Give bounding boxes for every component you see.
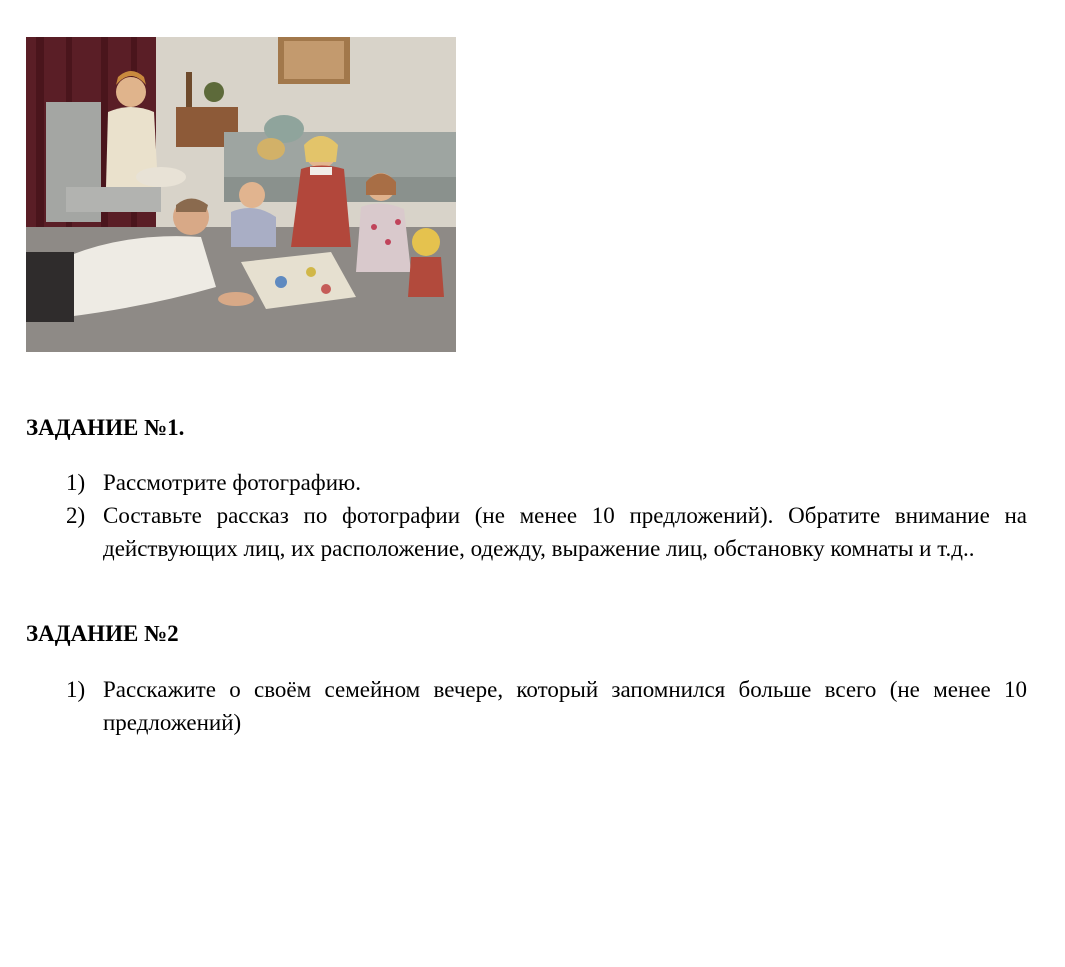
list-item-text: Составьте рассказ по фотографии (не менее 10 предложений). Обратите внимание на действующих лиц, их расположение, одежду, выражение лиц, обстановку комнаты и т.д.. [103,503,1027,561]
list-item [0,673,1027,739]
list-item-text: Рассмотрите фотографию. [103,470,361,495]
list-item-number: 1) [66,677,86,702]
list-item-number: 1) [66,470,86,495]
list-item-number: 2) [66,503,86,528]
list-item-text: Расскажите о своём семейном вечере, который запомнился больше всего (не менее 10 предложений) [103,677,1027,735]
task2-list [0,673,1027,739]
family-photo [26,37,456,352]
task1-heading: ЗАДАНИЕ №1. [26,415,185,440]
task1-list [0,466,1027,565]
list-item [0,499,1027,565]
list-item [0,466,1027,499]
task2-heading: ЗАДАНИЕ №2 [26,621,179,646]
